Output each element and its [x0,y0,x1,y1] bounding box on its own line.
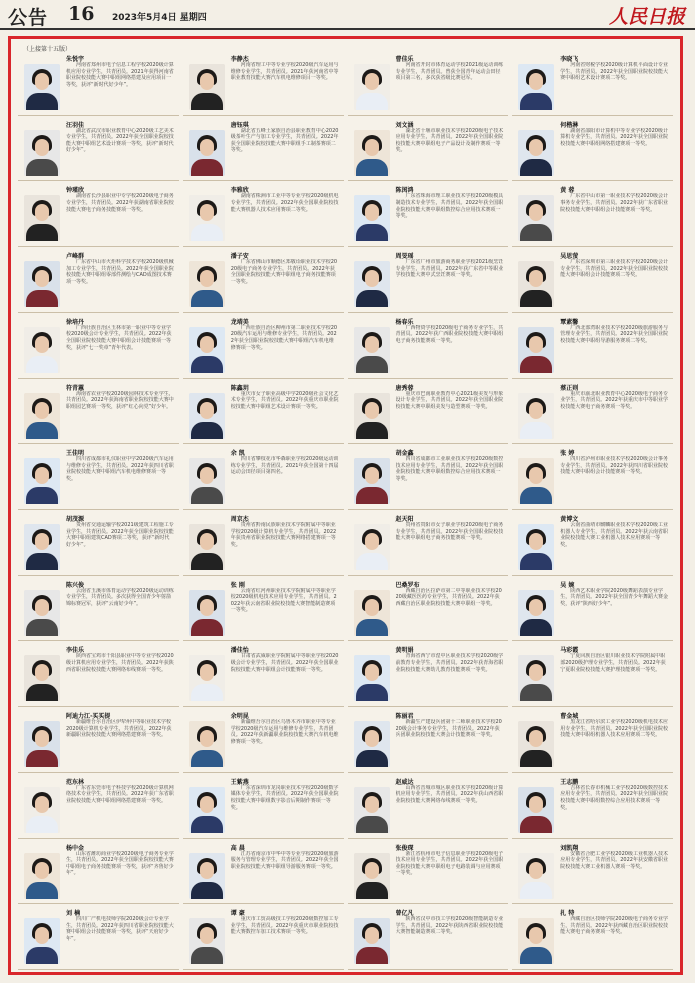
student-name: 王志鹏 [560,778,579,786]
student-card [512,446,673,510]
student-card [183,578,344,642]
student-bio: 广东省佛山市顺德区郑敬诒职业技术学校2020级电子商务专业学生，共青团员。2022年获全国职业院校技能大赛中职组电子商务技能赛项一等奖。 [230,259,338,285]
student-card [512,512,673,576]
student-name: 李静杰 [230,56,249,63]
student-card [18,118,179,182]
student-bio: 湖南省株洲市工业中等专业学校2020级机电专业学生，共青团员。2022年获全国职业院校技能大赛机器人技术应用赛项二等奖。 [230,193,339,213]
portrait-photo [518,195,554,241]
portrait-photo [24,787,60,833]
student-bio: 广西壮族自治区柳州市第二职业技术学校2020级汽车运用与维修专业学生，共青团员。2022年获全国职业院校技能大赛中职组汽车机电维修赛项一等奖。 [230,324,338,351]
student-card [512,709,673,773]
student-bio: 广东省深圳市龙岗职业技术学校2020级数字媒体专业学生，共青团员。2022年获全国职业院校技能大赛中职组数字影音后期制作赛项一等奖。 [230,784,339,811]
student-card [183,512,344,576]
student-card [183,446,344,510]
student-name: 赵天阳 [395,516,414,523]
student-card [348,183,509,247]
student-bio: 广东省中山市第一职业技术学校2020级会计事务专业学生，共青团员。2022年获广东省职业院校技能大赛中职组会计技能赛项一等奖。 [560,193,668,213]
student-bio: 贵州省交通运输学校2021级建筑工程施工专业学生，共青团员。2022年获全国职业院校技能大赛中职组建筑CAD赛项二等奖，获评“新时代好少年”。 [66,522,174,548]
portrait-photo [24,458,60,504]
student-name: 蔡正则 [560,384,579,392]
student-name: 阿迪力江·买买提 [66,713,111,721]
portrait-photo [189,195,225,241]
portrait-photo [518,130,554,176]
student-bio: 重庆市渝北职业教育中心2020级电子商务专业学生，共青团员。2022年获重庆市中等职业学校技能大赛电子商务赛项一等奖。 [560,390,668,410]
student-bio: 湖南省长沙县职业中专学校2020级电子商务专业学生，共青团员。2022年获湖南省职业院校技能大赛电子商务技能赛项一等奖。 [66,193,174,213]
student-bio: 西藏自治区技师学院2020级电子商务专业学生，共青团员。2022年获西藏自治区职业院校技能大赛电子商务赛项一等奖。 [560,916,668,936]
student-bio: 陕西艺术职业学院2020级舞蹈表演专业学生，共青团员。2022年获全国青少年舞蹈大赛金奖，获评“陕西好少年”。 [560,587,668,607]
student-card [183,841,344,905]
student-name: 徐培丹 [66,318,85,326]
student-name: 杨中金 [66,844,85,852]
student-card [183,118,344,182]
student-name: 李佳乐 [66,647,85,655]
portrait-photo [189,393,225,439]
portrait-photo [518,393,554,439]
student-card [183,381,344,445]
portrait-photo [354,853,390,899]
student-bio: 山东省潍坊商业学校2020级电子商务专业学生，共青团员。2022年获全国职业院校技能大赛中职组电子商务技能赛项一等奖，获评“齐鲁好少年”。 [66,850,174,877]
page-number: 16 [68,3,95,25]
student-card [512,118,673,182]
student-name: 刘 楠 [66,910,81,918]
student-bio: 四川广产机电技师学院2020级会计专业学生，共青团员。2022年获四川省职业院校技能大赛中职组会计技能赛项一等奖，获评“天府好少年”。 [66,916,174,943]
student-card [183,709,344,773]
student-name: 陈丽君 [395,713,414,721]
portrait-photo [189,655,225,701]
student-bio: 云南省玉溪市体育运动学校2020级运动训练专业学生，共青团员。多次获得全国青少年射箭锦标赛冠军，获评“云南好少年”。 [66,587,174,607]
portrait-photo [518,655,554,701]
student-bio: 贵州省贵阳市女子职业学校2020级电子商务专业学生，共青团员。2022年获全国职业院校技能大赛中职组电子商务技能赛项一等奖。 [395,522,504,542]
student-name: 曹佳乐 [395,56,414,63]
portrait-photo [24,524,60,570]
student-bio: 江苏省南京市中华中等专业学校2020级旅游服务与管理专业学生，共青团员。2022年获全国职业院校技能大赛中职组导游服务赛项一等奖。 [230,850,339,870]
portrait-photo [518,787,554,833]
portrait-photo [354,524,390,570]
student-name: 余 凯 [230,450,245,458]
student-name: 曾亿凡 [395,910,414,918]
student-name: 余明昆 [230,713,249,721]
student-card [512,643,673,707]
portrait-photo [518,327,554,373]
portrait-photo [354,261,390,307]
student-name: 张 刚 [230,581,245,589]
student-bio: 广西北部湾职业技术学校2020级旅游服务与管理专业学生，共青团员。2022年获全国职业院校技能大赛中职组导游服务赛项二等奖。 [560,324,668,345]
portrait-photo [354,393,390,439]
student-name: 胡金鑫 [395,450,414,458]
student-name: 刘文涵 [395,121,414,129]
student-bio: 云南省曲靖市麒麟职业技术学校2020级工业机器人专业学生，共青团员。2022年获云南省职业院校技能大赛工业机器人技术应用赛项一等奖。 [560,522,668,548]
student-name: 张俊琛 [395,844,414,852]
student-name: 黄 蓉 [560,187,575,195]
student-bio: 四川省泸州市职业技术学校2020级会计事务专业学生，共青团员。2022年获四川省职业院校技能大赛中职组会计技能赛项一等奖。 [560,456,668,476]
student-bio: 云南省红河州职业技术学院附属中等职业学校2020级机电技术应用专业学生，共青团员。2022年获云南省职业院校技能大赛智能制造赛项一等奖。 [230,587,337,614]
portrait-photo [24,721,60,767]
student-card [18,512,179,576]
student-card [18,381,179,445]
student-card [512,52,673,116]
student-bio: 甘肃省武威职业学院附属中等职业学校2020级会计专业学生，共青团员。2022年获全国职业院校技能大赛中职组会计技能赛项一等奖。 [230,653,339,673]
student-name: 陈鑫玥 [230,384,249,392]
student-card [183,906,344,970]
portrait-photo [354,327,390,373]
student-name: 钟瑾欣 [66,187,85,195]
portrait-photo [189,327,225,373]
portrait-photo [24,261,60,307]
student-bio: 河南省财税学校2020级计算机平面设计专业学生，共青团员。2022年获全国职业院校技能大赛中职组艺术设计赛项二等奖。 [560,62,668,82]
student-grid [18,52,673,970]
student-bio: 安徽省合肥工业学校2020级工业机器人技术应用专业学生，共青团员。2022年获安徽省职业院校技能大赛工业机器人赛项一等奖。 [560,850,668,870]
student-bio: 广东省珠海市理工职业技术学校2020级模具制造技术专业学生，共青团员。2022年获全国职业院校技能大赛中职组数控综合应用技术赛项一等奖。 [395,193,504,220]
student-card [512,775,673,839]
portrait-photo [189,130,225,176]
student-name: 卢峰群 [66,253,85,261]
student-name: 马彩霞 [560,647,579,655]
student-name: 何楷淋 [560,121,579,129]
portrait-photo [354,130,390,176]
student-name: 赵威达 [395,778,414,786]
student-name: 谭 豪 [230,910,245,918]
student-bio: 贵州省黔南民族职业技术学院附属中等职业学校2020级计算机专业学生，共青团员。2022年获贵州省职业院校技能大赛网络搭建赛项一等奖。 [230,522,337,548]
student-bio: 广东省深圳市第三职业技术学校2020级会计专业学生，共青团员。2022年获全国职业院校技能大赛中职组会计技能赛项二等奖。 [560,259,668,279]
portrait-photo [189,853,225,899]
student-name: 杨春乐 [395,318,414,326]
portrait-photo [189,524,225,570]
student-bio: 西藏自治区拉萨市第二中等职业技术学校2020级藏医医药专业学生，共青团员。2022年获西藏自治区职业院校技能大赛中职组一等奖。 [395,587,502,607]
student-card [348,841,509,905]
student-card [18,906,179,970]
student-card [512,906,673,970]
student-card [348,315,509,379]
student-card [18,643,179,707]
student-bio: 青海省西宁市湟中区职业技术学校2020级学前教育专业学生，共青团员。2022年获青海省职业院校技能大赛幼儿教育技能赛项一等奖。 [395,653,504,673]
issue-date: 2023年5月4日 星期四 [112,13,207,23]
portrait-photo [518,261,554,307]
student-bio: 新疆维吾尔自治区伊犁州中等职业技术学校2020级计算机专业学生，共青团员。2022年获新疆职业院校技能大赛网络搭建赛项一等奖。 [66,719,172,739]
student-bio: 新疆生产建设兵团第十二师职业技术学校2020级会计事务专业学生，共青团员。2022年获兵团职业院校技能大赛会计技能赛项一等奖。 [395,719,502,739]
student-card [183,643,344,707]
student-name: 陈闰鸿 [395,187,414,195]
portrait-photo [354,721,390,767]
section-title: 公告 [8,7,49,29]
portrait-photo [189,787,225,833]
portrait-photo [354,64,390,110]
student-card [512,578,673,642]
student-bio: 广东省东莞市电子科技学校2020级计算机网络技术专业学生，共青团员。2022年获广东省职业院校技能大赛中职组网络搭建赛项一等奖。 [66,784,174,805]
student-card [18,249,179,313]
student-bio: 河南省开封市体育运动学校2021级运动训练专业学生，共青团员。曾获全国青年运动会田径项目第三名，多次获省级比赛冠军。 [395,62,504,82]
portrait-photo [518,64,554,110]
student-card [183,775,344,839]
student-card [348,643,509,707]
student-bio: 新疆维吾尔自治区乌鲁木齐市职业中等专业学校2020级汽车运用与维修专业学生，共青团员。2022年获新疆职业院校技能大赛汽车机电维修赛项一等奖。 [230,719,339,745]
portrait-photo [189,918,225,964]
student-name: 扎 特 [560,910,575,918]
student-card [348,249,509,313]
student-bio: 重庆市工贸高级技工学校2020级数控加工专业学生，共青团员。2022年获重庆市职业院校技能大赛数控车加工技术赛项一等奖。 [230,916,339,936]
student-card [183,249,344,313]
portrait-photo [354,458,390,504]
student-name: 范东林 [66,778,85,786]
portrait-photo [189,261,225,307]
portrait-photo [518,853,554,899]
student-name: 潘佳怡 [230,647,249,655]
student-bio: 四川省攀枝花市华森职业学校2020级运动训练专业学生，共青团员。2021年获全国第十四届运动会田径项目第四名。 [230,456,339,476]
portrait-photo [354,195,390,241]
student-card [348,578,509,642]
student-name: 黄明娟 [395,647,414,655]
portrait-photo [189,64,225,110]
student-card [348,775,509,839]
portrait-photo [24,655,60,701]
portrait-photo [354,655,390,701]
student-name: 王紫燕 [230,778,249,786]
student-name: 陈兴俊 [66,581,85,589]
student-name: 龙靖美 [230,318,249,326]
student-name: 朱悦宇 [66,56,85,63]
student-card [183,315,344,379]
student-name: 吴 婉 [560,581,575,589]
student-bio: 四川省成都市工业职业技术学校2020级数控技术应用专业学生，共青团员。2022年获全国职业院校技能大赛中职组数控综合应用技术赛项一等奖。 [395,456,504,483]
student-name: 王佳明 [66,450,85,458]
announcement-frame [8,36,683,975]
student-card [348,512,509,576]
student-card [348,906,509,970]
portrait-photo [24,590,60,636]
student-card [348,118,509,182]
student-bio: 宁夏回族自治区银川职业技术学院附属中职部2020级护理专业学生，共青团员。2022年获宁夏职业院校技能大赛护理技能赛项一等奖。 [560,653,666,673]
student-card [18,446,179,510]
student-name: 唐钰琪 [230,121,249,129]
portrait-photo [24,195,60,241]
student-card [183,52,344,116]
student-card [348,52,509,116]
student-bio: 山西省晋城市城区职业技术学校2020级计算机应用专业学生，共青团员。2022年获山西省职业院校技能大赛网络布线赛项一等奖。 [395,784,504,805]
student-name: 黄博文 [560,516,579,523]
student-bio: 湖南省邵阳市计算机中等专业学校2020级计算机专业学生，共青团员。2022年获全国职业院校技能大赛中职组网络搭建赛项一等奖。 [560,127,668,147]
student-card [18,183,179,247]
student-name: 胡茂源 [66,516,85,523]
portrait-photo [518,524,554,570]
student-card [348,381,509,445]
student-name: 周旻瑶 [395,253,414,261]
student-name: 刘凯翔 [560,844,579,852]
student-name: 巴桑罗布 [395,581,420,589]
student-bio: 广西物资学校2020级电子商务专业学生，共青团员。2022年获广西职业院校技能大赛中职组电子商务技能赛项一等奖。 [395,324,504,345]
student-card [18,709,179,773]
student-bio: 广东省广州市旅游商务职业学校2021级烹饪专业学生，共青团员。2022年获广东省中等职业学校技能大赛中式烹饪赛项一等奖。 [395,259,504,279]
student-card [18,315,179,379]
portrait-photo [354,590,390,636]
student-card [512,315,673,379]
student-card [512,249,673,313]
portrait-photo [189,458,225,504]
portrait-photo [24,393,60,439]
student-card [348,709,509,773]
student-bio: 广西壮族自治区玉林市第一职业中等专业学校2020级会计专业学生，共青团员。2022年获全国职业院校技能大赛中职组会计技能赛项一等奖，获评“七一奖章”青年代表。 [66,324,172,351]
portrait-photo [24,853,60,899]
student-bio: 黑龙江省哈尔滨工业学校2020级机电技术应用专业学生，共青团员。2022年获全国职业院校技能大赛中职组机器人技术应用赛项二等奖。 [560,719,668,739]
student-bio: 海南省农业学校2020级园林技术专业学生，共青团员。2022年获海南省职业院校技能大赛中职组园艺赛项一等奖，获评“红心向党”好少年。 [66,390,174,410]
portrait-photo [518,590,554,636]
student-name: 符青蕙 [66,384,85,392]
student-bio: 湖北省十堰市职业技术学校2020级电子技术应用专业学生，共青团员。2022年获全国职业院校技能大赛中职组电子产品设计及制作赛项一等奖。 [395,127,504,154]
student-card [512,183,673,247]
student-name: 李雅欣 [230,187,249,195]
student-name: 潘子安 [230,253,249,261]
portrait-photo [24,130,60,176]
student-card [348,446,509,510]
student-card [512,381,673,445]
student-bio: 陕西省汉中市技工学校2020级智能制造专业学生，共青团员。2022年获陕西省职业院校技能大赛智能制造赛项二等奖。 [395,916,504,936]
student-bio: 广东省中山市火炬科学技术学校2020级机械加工专业学生，共青团员。2022年获全国职业院校技能大赛中职组零部件测绘与CAD成图技术赛项一等奖。 [66,259,174,285]
student-bio: 河南省理工中等专业学校2020级汽车运用与维修专业学生，共青团员。2021年获河南省中等职业教育技能大赛汽车机电维修项目一等奖。 [230,62,339,82]
newspaper-logo: 人民日报 [608,6,685,28]
student-name: 吴思萤 [560,253,579,261]
portrait-photo [189,590,225,636]
portrait-photo [518,458,554,504]
student-bio: 河南省郑州市电子信息工程学校2020级计算机应用专业学生，共青团员。2021年获得河南省职业院校技能大赛中职组网络搭建及应用项目一等奖，获评“新时代好少年”。 [66,62,174,88]
masthead [0,0,695,30]
student-card [512,841,673,905]
portrait-photo [518,918,554,964]
student-card [18,578,179,642]
student-name: 覃素馨 [560,318,579,326]
student-name: 张 婷 [560,450,575,458]
portrait-photo [24,918,60,964]
student-card [18,841,179,905]
portrait-photo [24,327,60,373]
portrait-photo [24,64,60,110]
student-bio: 湖北省五峰土家族自治县职业教育中心2020级茶叶生产与加工专业学生，共青团员。2022年获全国职业院校技能大赛中职组手工制茶赛项二等奖。 [230,127,339,154]
student-bio: 陕西省宝鸡市千阳县职业中等专业学校2020级计算机应用专业学生，共青团员。2022年获陕西省职业院校技能大赛网络布线赛项一等奖。 [66,653,174,673]
student-bio: 浙江省杭州市电子信息职业学校2020级电子技术应用专业学生，共青团员。2022年获全国职业院校技能大赛中职组电子电路装调与应用赛项一等奖。 [395,850,504,877]
student-name: 曹金城 [560,713,579,721]
portrait-photo [354,787,390,833]
portrait-photo [518,721,554,767]
student-bio: 重庆市巴南职业教育中心2021级美发与形象设计专业学生，共青团员。2022年获全国职业院校技能大赛中职组美发与造型赛项一等奖。 [395,390,504,410]
student-bio: 重庆市女子职业高级中学2020级社会文化艺术专业学生，共青团员。2022年获重庆市职业院校技能大赛中职组艺术设计赛项一等奖。 [230,390,339,410]
student-card [183,183,344,247]
student-bio: 吉林省长春市机械工业学校2020级数控技术应用专业学生，共青团员。2022年获全国职业院校技能大赛中职组数控综合应用技术赛项一等奖。 [560,784,668,811]
student-name: 汪羽佳 [66,121,85,129]
student-name: 唐秀蓉 [395,384,414,392]
student-name: 周京杰 [230,516,249,523]
portrait-photo [189,721,225,767]
student-name: 李晓飞 [560,56,579,63]
portrait-photo [354,918,390,964]
student-bio: 四川省成都市礼仪职业中学2020级汽车运用与维修专业学生，共青团员。2022年获四川省职业院校技能大赛中职组汽车机电维修赛项一等奖。 [66,456,174,483]
student-name: 高 晨 [230,844,245,852]
student-bio: 湖北省武汉市职业教育中心2020级工艺美术专业学生，共青团员。2022年获全国职业院校技能大赛中职组艺术设计赛项一等奖，获评“新时代好少年”。 [66,127,174,154]
student-card [18,52,179,116]
continued-note: （上接第十五版） [23,46,72,53]
student-card [18,775,179,839]
